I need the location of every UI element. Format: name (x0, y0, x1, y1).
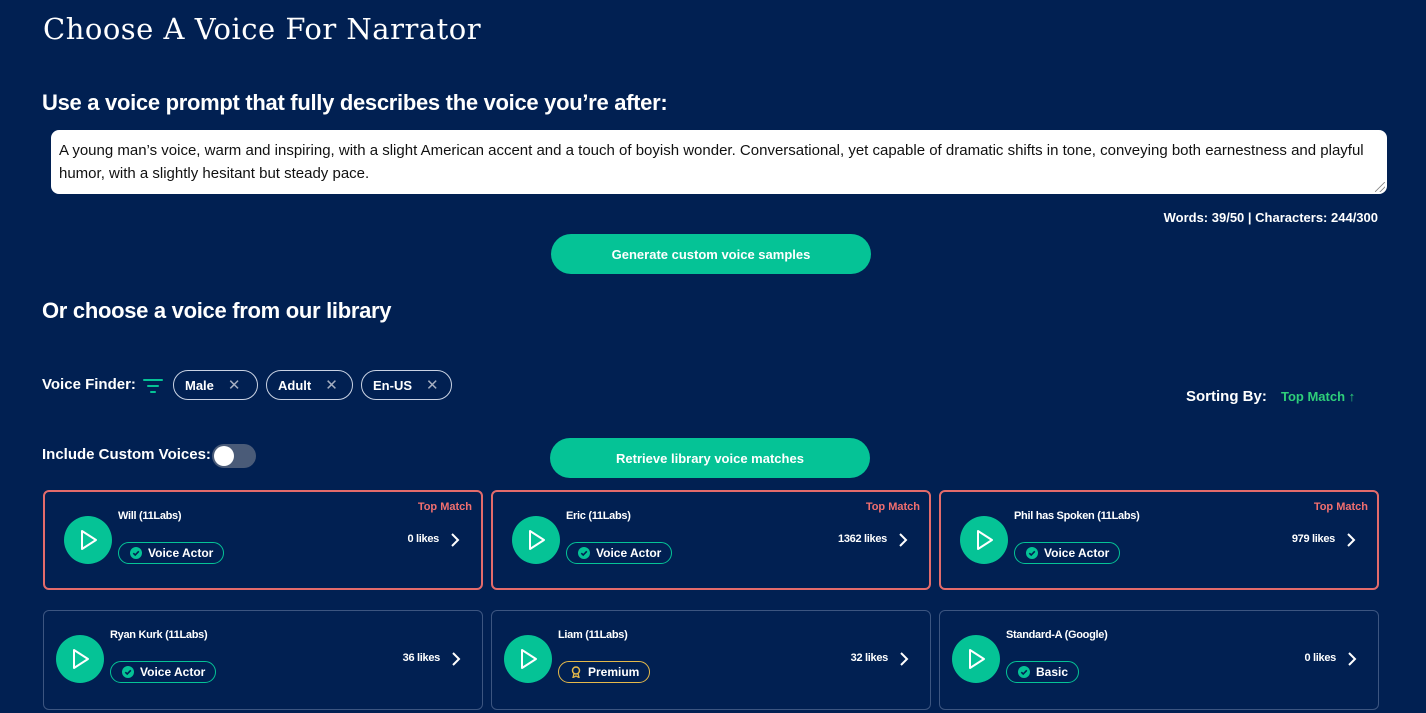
chevron-right-icon[interactable] (1346, 651, 1358, 667)
chevron-right-icon[interactable] (450, 651, 462, 667)
likes-count: 0 likes (407, 533, 439, 545)
voice-name: Eric (11Labs) (566, 510, 631, 522)
voice-badge (1006, 661, 1079, 683)
filter-chip-male[interactable] (173, 370, 258, 400)
voice-name: Liam (11Labs) (558, 629, 628, 641)
chevron-right-icon[interactable] (1345, 532, 1357, 548)
voice-badge (110, 661, 216, 683)
chevron-right-icon[interactable] (898, 651, 910, 667)
likes-count: 979 likes (1291, 533, 1335, 545)
badge-label: Voice Actor (596, 546, 662, 560)
chevron-right-icon[interactable] (449, 532, 461, 548)
page-title: Choose A Voice For Narrator (43, 12, 482, 46)
badge-label: Voice Actor (140, 665, 206, 679)
likes-count: 36 likes (402, 652, 440, 664)
top-match-label: Top Match (417, 501, 472, 513)
voice-badge (118, 542, 224, 564)
voice-name: Phil has Spoken (11Labs) (1014, 510, 1140, 522)
badge-label: Premium (588, 665, 640, 679)
verified-icon (1026, 547, 1038, 559)
play-button[interactable] (512, 516, 560, 564)
sort-top-match-button[interactable]: Top Match ↑ (1281, 389, 1356, 404)
top-match-label: Top Match (865, 501, 920, 513)
likes-count: 1362 likes (838, 533, 887, 545)
word-char-counter: Words: 39/50 | Characters: 244/300 (1163, 210, 1378, 225)
play-button[interactable] (64, 516, 112, 564)
play-button[interactable] (56, 635, 104, 683)
include-custom-voices-label: Include Custom Voices: (42, 446, 211, 463)
close-icon[interactable]: ✕ (227, 377, 241, 394)
generate-custom-voice-button[interactable]: Generate custom voice samples (551, 234, 871, 274)
voice-prompt-textarea[interactable] (51, 130, 1387, 194)
close-icon[interactable]: ✕ (325, 377, 338, 394)
play-button[interactable] (952, 635, 1000, 683)
voice-card[interactable] (491, 610, 931, 710)
voice-finder-label: Voice Finder: (42, 376, 136, 393)
play-button[interactable] (960, 516, 1008, 564)
voice-name: Will (11Labs) (118, 510, 182, 522)
toggle-knob (214, 446, 234, 466)
play-icon (79, 529, 99, 551)
include-custom-voices-toggle[interactable] (212, 444, 256, 468)
voice-card[interactable] (43, 490, 483, 590)
resize-grip-icon[interactable] (1375, 182, 1385, 192)
premium-badge (558, 661, 650, 683)
filter-chip-adult[interactable] (266, 370, 353, 400)
voice-card[interactable] (43, 610, 483, 710)
chevron-right-icon[interactable] (897, 532, 909, 548)
verified-icon (1018, 666, 1030, 678)
close-icon[interactable]: ✕ (426, 377, 439, 394)
voice-card[interactable] (939, 490, 1379, 590)
filter-chip-label: En-US (373, 377, 412, 393)
badge-label: Voice Actor (148, 546, 214, 560)
filter-chip-en-us[interactable] (361, 370, 452, 400)
voice-badge (566, 542, 672, 564)
play-icon (975, 529, 995, 551)
voice-prompt-text: A young man’s voice, warm and inspiring, with a slight American accent and a touch of boyish wonder. Conversational, yet capable of dramatic shifts in tone, conveying both earnestness and playful humor, with a slightly hesitant but steady pace. (59, 142, 1364, 182)
filter-chip-label: Adult (278, 377, 312, 393)
voice-badge (1014, 542, 1120, 564)
likes-count: 0 likes (1304, 652, 1336, 664)
verified-icon (130, 547, 142, 559)
play-icon (527, 529, 547, 551)
award-icon (570, 666, 582, 678)
voice-card[interactable] (491, 490, 931, 590)
retrieve-library-matches-button[interactable]: Retrieve library voice matches (550, 438, 870, 478)
voice-card[interactable] (939, 610, 1379, 710)
filter-icon[interactable] (143, 378, 163, 394)
verified-icon (122, 666, 134, 678)
likes-count: 32 likes (850, 652, 888, 664)
verified-icon (578, 547, 590, 559)
library-heading: Or choose a voice from our library (42, 298, 392, 323)
top-match-label: Top Match (1313, 501, 1368, 513)
prompt-heading: Use a voice prompt that fully describes the voice you’re after: (42, 90, 668, 115)
badge-label: Basic (1036, 665, 1069, 679)
play-icon (967, 648, 987, 670)
play-icon (71, 648, 91, 670)
filter-chip-label: Male (185, 377, 214, 393)
play-button[interactable] (504, 635, 552, 683)
play-icon (519, 648, 539, 670)
voice-name: Standard-A (Google) (1006, 629, 1108, 641)
badge-label: Voice Actor (1044, 546, 1110, 560)
voice-name: Ryan Kurk (11Labs) (110, 629, 208, 641)
sorting-label: Sorting By: (1186, 388, 1267, 405)
